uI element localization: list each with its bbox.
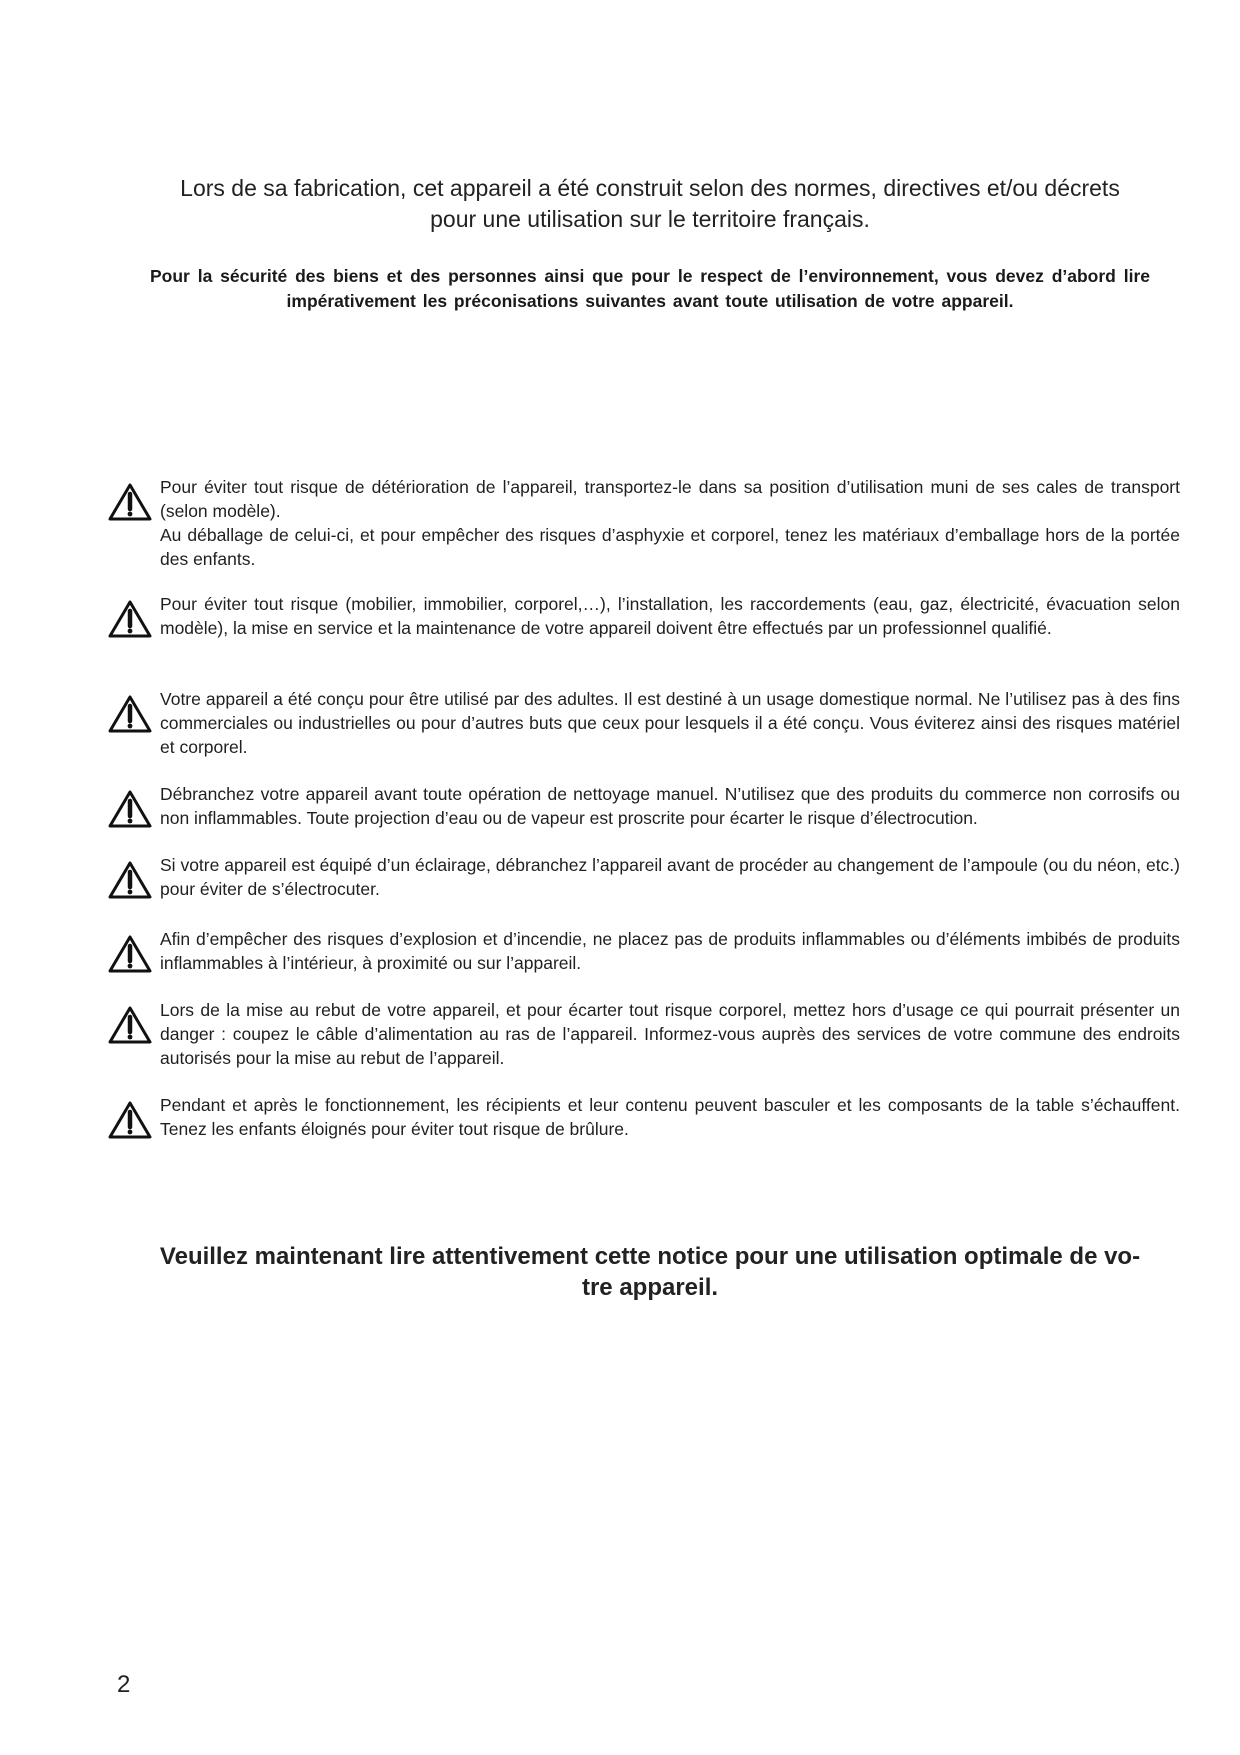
warning-triangle-icon (108, 599, 152, 639)
warning-paragraph: Votre appareil a été conçu pour être utilisé par des adultes. Il est destiné à un usage domestique normal. Ne l’utilisez pas à des fins commerciales ou industrielles ou pour d’autres buts que ceux pour lesquels il a été conçu. Vous éviterez ainsi des risques matériel et corporel. (160, 689, 1180, 757)
warning-triangle-icon (108, 789, 152, 829)
warning-paragraph: Au déballage de celui-ci, et pour empêcher des risques d’asphyxie et corporel, tenez les matériaux d’emballage hors de la portée des enfants. (160, 525, 1180, 569)
warning-paragraph: Si votre appareil est équipé d’un éclairage, débranchez l’appareil avant de procéder au changement de l’ampoule (ou du néon, etc.) pour éviter de s’électrocuter. (160, 855, 1180, 899)
warning-triangle-icon (108, 1005, 152, 1045)
warning-triangle-icon (108, 934, 152, 974)
closing-instruction (125, 1241, 1175, 1303)
warning-paragraph: Lors de la mise au rebut de votre appareil, et pour écarter tout risque corporel, mettez hors d’usage ce qui pourrait présenter un danger : coupez le câble d’alimentation au ras de l’appareil. Informez-vous auprès des services de votre commune des endroits autorisés pour la mise au rebut de l’appareil. (160, 1000, 1180, 1068)
warning-paragraph: Débranchez votre appareil avant toute opération de nettoyage manuel. N’utilisez que des produits du commerce non corrosifs ou non inflammables. Toute projection d’eau ou de vapeur est proscrite pour écarter le risque d’électrocution. (160, 784, 1180, 828)
warning-triangle-icon (108, 694, 152, 734)
warning-text (160, 998, 1180, 1070)
safety-heading: Pour la sécurité des biens et des personnes ainsi que pour le respect de l’environnement, vous devez d’abord lire impérativement les préconisations suivantes avant toute utilisation de votre appareil. (150, 266, 1150, 311)
intro-statement (150, 173, 1150, 235)
warning-text (160, 782, 1180, 830)
warning-text (160, 475, 1180, 571)
warning-text (160, 592, 1180, 640)
warning-triangle-icon (108, 1100, 152, 1140)
warning-triangle-icon (108, 860, 152, 900)
warning-paragraph: Pour éviter tout risque (mobilier, immobilier, corporel,…), l’installation, les raccordements (eau, gaz, électricité, évacuation selon modèle), la mise en service et la maintenance de votre appareil doivent être effectués par un professionnel qualifié. (160, 594, 1180, 638)
warning-paragraph: Afin d’empêcher des risques d’explosion et d’incendie, ne placez pas de produits inflammables ou d’éléments imbibés de produits inflammables à l’intérieur, à proximité ou sur l’appareil. (160, 929, 1180, 973)
warning-paragraph: Pour éviter tout risque de détérioration de l’appareil, transportez-le dans sa position d’utilisation muni de ses cales de transport (selon modèle). (160, 477, 1180, 521)
warning-text (160, 687, 1180, 759)
warning-paragraph: Pendant et après le fonctionnement, les récipients et leur contenu peuvent basculer et les composants de la table s’échauffent. Tenez les enfants éloignés pour éviter tout risque de brûlure. (160, 1095, 1180, 1139)
warning-text (160, 853, 1180, 901)
intro-line-2: pour une utilisation sur le territoire français. (430, 206, 870, 232)
warning-text (160, 1093, 1180, 1141)
closing-line-1: Veuillez maintenant lire attentivement cette notice pour une utilisation optimale de vo- (159, 1243, 1141, 1270)
warning-triangle-icon (108, 482, 152, 522)
page-number: 2 (117, 1671, 131, 1698)
intro-line-1: Lors de sa fabrication, cet appareil a été construit selon des normes, directives et/ou décrets (180, 175, 1120, 201)
closing-line-2: tre appareil. (581, 1274, 719, 1301)
warning-text (160, 927, 1180, 975)
